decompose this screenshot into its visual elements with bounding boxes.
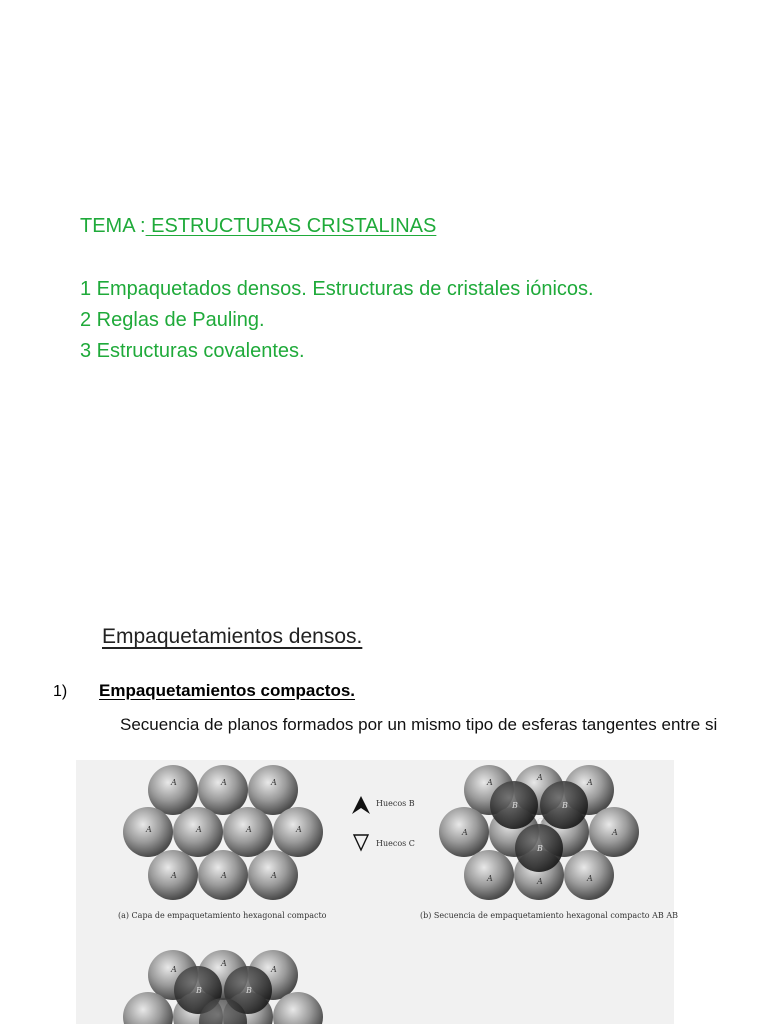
sphere-label: A: [271, 778, 277, 787]
sphere-label: B: [196, 986, 202, 995]
sphere-label: A: [246, 825, 252, 834]
topic-item-1: 1 Empaquetados densos. Estructuras de cristales iónicos.: [80, 278, 594, 300]
list-number: 1): [53, 683, 68, 700]
sphere-label: A: [462, 828, 468, 837]
sphere-label: A: [146, 825, 152, 834]
topic-line: [80, 215, 436, 238]
sphere-label: A: [171, 778, 177, 787]
topic-item-2: 2 Reglas de Pauling.: [80, 309, 265, 331]
packing-figure: [76, 760, 679, 1024]
subsection-heading: Empaquetamientos compactos.: [99, 681, 356, 700]
packing-diagram: [76, 760, 674, 1024]
hollow-c-icon: [354, 835, 368, 850]
sphere-label: A: [171, 965, 177, 974]
section-heading: Empaquetamientos densos.: [102, 625, 363, 648]
sphere-label: A: [612, 828, 618, 837]
sphere-label: A: [171, 871, 177, 880]
sphere-label: A: [271, 871, 277, 880]
description-text: Secuencia de planos formados por un mismo tipo de esferas tangentes entre si: [120, 715, 718, 734]
sphere-label: A: [221, 778, 227, 787]
topic-title: ESTRUCTURAS CRISTALINAS: [145, 215, 437, 237]
caption-a: (a) Capa de empaquetamiento hexagonal compacto: [118, 911, 327, 920]
topic-prefix: TEMA :: [80, 215, 146, 237]
sphere-label: B: [512, 801, 518, 810]
legend-b: Huecos B: [376, 799, 415, 808]
sphere-label: B: [246, 986, 252, 995]
sphere-label: A: [487, 778, 493, 787]
sphere-label: A: [221, 959, 227, 968]
legend-c: Huecos C: [376, 839, 415, 848]
sphere-label: A: [196, 825, 202, 834]
topic-item-3: 3 Estructuras covalentes.: [80, 340, 305, 362]
sphere-label: B: [537, 844, 543, 853]
sphere-label: A: [537, 877, 543, 886]
sphere-label: A: [587, 778, 593, 787]
sphere-label: A: [537, 773, 543, 782]
sphere-label: A: [271, 965, 277, 974]
caption-b: (b) Secuencia de empaquetamiento hexagonal compacto AB AB: [420, 911, 679, 920]
sphere-label: A: [296, 825, 302, 834]
hollow-b-icon: [352, 796, 370, 814]
sphere-label: C: [537, 817, 544, 826]
sphere-label: A: [487, 874, 493, 883]
sphere-label: A: [221, 871, 227, 880]
sphere-label: B: [562, 801, 568, 810]
sphere-label: A: [587, 874, 593, 883]
